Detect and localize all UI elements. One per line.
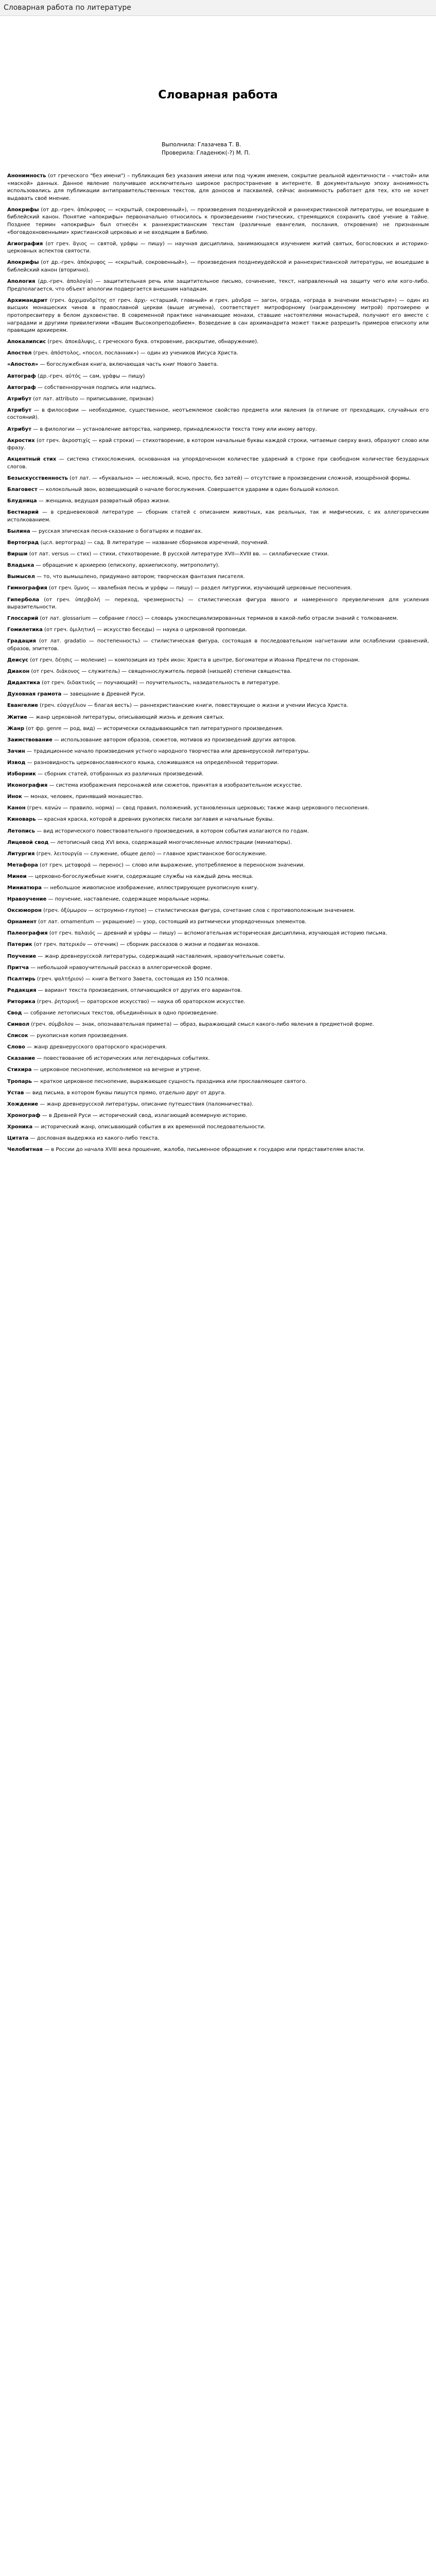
glossary-entry	[7, 1021, 429, 1029]
entry-term: Хождение	[7, 1101, 39, 1107]
entry-term: Цитата	[7, 1136, 29, 1142]
glossary-entry	[7, 680, 429, 687]
entry-term: Житие	[7, 714, 27, 720]
entry-term: Апокалипсис	[7, 339, 46, 345]
glossary-entry	[7, 278, 429, 293]
entry-definition: (др.-греч. αὐτός — сам, γράφω — пишу)	[36, 373, 145, 379]
glossary-list	[7, 173, 429, 1154]
glossary-entry	[7, 668, 429, 676]
entry-term: Миниатюра	[7, 885, 42, 891]
glossary-entry	[7, 737, 429, 744]
glossary-entry	[7, 551, 429, 558]
entry-definition: (от греч. ὁμιλητική — искусство беседы) — наука о церковной проповеди.	[42, 627, 247, 633]
entry-definition: (от греческого "без имени") – публикация без указания имени или под чужим именем, сокрытие реальной идентичности – «чистой» или «маской» данных. Данное явление получившее исключительно широкое распространение в интернете. В документальную эпоху анонимность использовались для публикации антиправительственных текстов, для доносов и пасквилей, сейчас анонимность работает для тех, кто не хочет выдавать своё мнение.	[7, 173, 429, 201]
entry-term: Автограф	[7, 384, 36, 391]
entry-definition: (от лат. ornamentum — украшение) — узор, состоящий из ритмически упорядоченных элементов.	[36, 919, 307, 925]
glossary-entry	[7, 828, 429, 836]
glossary-entry	[7, 771, 429, 778]
entry-definition: (от греч. ἀκροστιχίς — край строки) — стихотворение, в котором начальные буквы каждой строки, читаемые сверху вниз, образуют слово или фразу.	[7, 437, 429, 451]
entry-term: Слово	[7, 1044, 25, 1050]
entry-definition: — система изображения персонажей или сюжетов, принятая в изобразительном искусстве.	[47, 783, 303, 789]
glossary-entry	[7, 714, 429, 722]
glossary-entry	[7, 626, 429, 634]
entry-term: Глоссарий	[7, 616, 39, 622]
glossary-entry	[7, 373, 429, 381]
entry-definition: — колокольный звон, возвещающий о начале богослужения. Совершается ударами в один большой колокол.	[37, 487, 340, 493]
entry-term: Атрибут	[7, 407, 31, 413]
entry-definition: — русская эпическая песня-сказание о богатырях и подвигах.	[30, 528, 203, 534]
entry-definition: (от греч. παλαιός — древний и γράφω — пишу) — вспомогательная историческая дисциплина, изучающая историю письма.	[47, 930, 388, 937]
performer-line: Выполнила: Глазачева Т. В.	[162, 142, 241, 148]
entry-definition: (греч. κανών — правило, норма) — свод правил, положений, установленных церковью; также жанр церковного песнопения.	[25, 805, 369, 811]
glossary-entry	[7, 1124, 429, 1131]
entry-term: Патерик	[7, 942, 32, 948]
window-title: Словарная работа по литературе	[0, 0, 436, 16]
entry-term: Киноварь	[7, 817, 36, 823]
glossary-entry	[7, 759, 429, 767]
glossary-entry	[7, 585, 429, 592]
entry-term: Блудница	[7, 498, 37, 504]
entry-term: Оксюморон	[7, 908, 42, 914]
entry-definition: (греч. εὐαγγέλιον — благая весть) — раннехристианские книги, повествующие о жизни и учении Иисуса Христа.	[38, 703, 348, 709]
glossary-entry	[7, 297, 429, 335]
entry-definition: (от др.-греч. ἀπόκρυφος — «скрытый, сокровенный»), — произведения позднеиудейской и раннехристианской литературы, не вошедшие в библейский канон. Понятие «апокрифы» первоначально относилось к произведениям гностических, стремящихся сохранить своё учение в тайне. Позднее термин «апокрифы» был отнесён к раннехристианским текстам (различные евангелия, послания, откровения) не признанным «боговдохновенными» христианской церковью и не входящим в Библию.	[7, 207, 429, 235]
entry-definition: — жанр древнерусского ораторского красноречия.	[25, 1044, 167, 1050]
entry-definition: — повествование об исторических или легендарных событиях.	[35, 1056, 210, 1062]
entry-term: Хроника	[7, 1124, 33, 1130]
entry-term: Анонимность	[7, 173, 46, 179]
entry-term: Литургия	[7, 851, 35, 857]
entry-definition: — церковное песнопение, исполняемое на вечерне и утрене.	[31, 1067, 202, 1073]
entry-definition: (от греч. μεταφορά — перенос) — слово или выражение, употребляемое в переносном значении.	[38, 862, 305, 868]
glossary-entry	[7, 1101, 429, 1109]
glossary-entry	[7, 426, 429, 434]
entry-term: Апология	[7, 279, 36, 285]
glossary-entry	[7, 615, 429, 623]
glossary-entry	[7, 528, 429, 536]
entry-definition: (от греч. δέησις — моление) — композиция из трёх икон: Христа в центре, Богоматери и Иоанна Предтечи по сторонам.	[28, 657, 360, 664]
entry-definition: — вариант текста произведения, отличающийся от других его вариантов.	[36, 987, 242, 993]
entry-definition: — рукописная копия произведения.	[28, 1033, 128, 1039]
entry-definition: (цсл. вертоград) — сад. В литературе — название сборников изречений, поучений.	[39, 540, 269, 546]
glossary-entry	[7, 657, 429, 665]
glossary-entry	[7, 998, 429, 1006]
entry-definition: (греч. ῥητορική — ораторское искусство) — наука об ораторском искусстве.	[35, 998, 246, 1005]
glossary-entry	[7, 953, 429, 961]
glossary-entry	[7, 407, 429, 422]
entry-definition: — небольшой нравоучительный рассказ в аллегорической форме.	[28, 964, 213, 971]
entry-term: Деисус	[7, 657, 29, 664]
entry-definition: — то, что вымышлено, придумано автором; творческая фантазия писателя.	[34, 574, 245, 580]
entry-term: Безыскусственность	[7, 476, 68, 481]
entry-definition: — дословная выдержка из какого-либо текста.	[28, 1136, 160, 1142]
entry-term: Риторика	[7, 998, 36, 1005]
entry-term: Минеи	[7, 873, 27, 879]
entry-term: Вирши	[7, 551, 28, 557]
entry-definition: — красная краска, которой в древних рукописях писали заглавия и начальные буквы.	[36, 817, 274, 823]
entry-definition: (греч. ἀποκάλυψις, с греческого букв. откровение, раскрытие, обнаружение).	[46, 339, 259, 345]
entry-term: Свод	[7, 1010, 22, 1016]
entry-definition: — использование автором образов, сюжетов, мотивов из произведений других авторов.	[52, 737, 297, 743]
glossary-entry	[7, 509, 429, 524]
glossary-entry	[7, 1010, 429, 1018]
entry-definition: (от лат. attributo — приписывание, признак)	[31, 396, 154, 402]
entry-term: Жанр	[7, 725, 25, 732]
entry-definition: — исторический жанр, описывающий события в их временной последовательности.	[32, 1124, 266, 1130]
entry-term: Заимствование	[7, 737, 53, 743]
glossary-entry	[7, 862, 429, 870]
entry-term: Вымысел	[7, 574, 35, 580]
glossary-entry	[7, 350, 429, 358]
glossary-entry	[7, 748, 429, 756]
glossary-entry	[7, 241, 429, 256]
entry-term: Псалтирь	[7, 976, 36, 982]
entry-term: Хронограф	[7, 1112, 41, 1118]
entry-definition: (от греч. πατερικόν — отечник) — сборник рассказов о жизни и подвигах монахов.	[32, 942, 260, 948]
entry-definition: — разновидность церковнославянского языка, сложившаяся на определённой территории.	[25, 759, 279, 766]
entry-term: Акцентный стих	[7, 456, 57, 463]
entry-definition: — в филологии — установление авторства, например, принадлежности текста тому или иному автору.	[31, 426, 317, 432]
glossary-entry	[7, 907, 429, 915]
entry-definition: — в Древней Руси — исторический свод, излагающий всемирную историю.	[40, 1112, 248, 1118]
glossary-entry	[7, 987, 429, 995]
entry-definition: (от фр. genre — род, вид) — исторически складывающийся тип литературного произведения.	[24, 725, 284, 732]
entry-definition: (от греч. διδακτικός — поучающий) — поучительность, назидательность в литературе.	[40, 680, 280, 686]
entry-term: Список	[7, 1033, 28, 1039]
glossary-entry	[7, 384, 429, 392]
entry-definition: — собственноручная подпись или надпись.	[36, 384, 156, 391]
entry-term: Бестиарий	[7, 510, 39, 516]
entry-definition: — традиционное начало произведения устного народного творчества или древнерусской литературы.	[25, 748, 310, 754]
entry-definition: — в России до начала XVIII века прошение, жалоба, письменное обращение к государю или представителям власти.	[42, 1147, 365, 1153]
glossary-entry	[7, 839, 429, 847]
entry-term: Духовная грамота	[7, 691, 62, 698]
glossary-entry	[7, 475, 429, 483]
page-title: Словарная работа	[158, 89, 278, 101]
entry-term: «Апостол»	[7, 362, 39, 368]
entry-definition: — женщина, ведущая развратный образ жизни.	[37, 498, 170, 504]
glossary-entry	[7, 930, 429, 938]
entry-term: Градация	[7, 638, 36, 645]
entry-definition: (греч. σύμβολον — знак, опознавательная примета) — образ, выражающий смысл какого-либо явления в предметной форме.	[29, 1022, 374, 1028]
glossary-entry	[7, 1055, 429, 1063]
entry-definition: (греч. ὀξύμωρον — остроумно-глупое) — стилистическая фигура, сочетание слов с противоположным значением.	[41, 908, 355, 914]
entry-definition: — церковно-богослужебные книги, содержащие службы на каждый день месяца.	[26, 873, 254, 879]
entry-term: Гимнография	[7, 585, 47, 591]
entry-term: Зачин	[7, 748, 25, 754]
author-block	[7, 141, 429, 157]
glossary-entry	[7, 338, 429, 346]
entry-definition: — обращение к архиерею (епископу, архиепископу, митрополиту).	[34, 563, 220, 569]
entry-term: Лицевой свод	[7, 839, 49, 845]
entry-definition: — вид письма, в котором буквы пишутся прямо, отдельно друг от друга.	[24, 1090, 226, 1096]
glossary-entry	[7, 259, 429, 274]
entry-definition: — в средневековой литературе — сборник статей с описанием животных, как реальных, так и мифических, с их аллегорическим истолкованием.	[7, 510, 429, 523]
entry-definition: — вид исторического повествовательного произведения, в котором события излагаются по годам.	[34, 828, 309, 834]
glossary-entry	[7, 539, 429, 547]
entry-term: Евангелие	[7, 703, 38, 709]
entry-term: Автограф	[7, 373, 36, 379]
entry-term: Притча	[7, 964, 29, 971]
glossary-entry	[7, 361, 429, 369]
glossary-entry	[7, 851, 429, 858]
glossary-entry	[7, 498, 429, 505]
entry-term: Атрибут	[7, 396, 31, 402]
entry-term: Канон	[7, 805, 26, 811]
entry-term: Инок	[7, 794, 22, 800]
entry-definition: (греч. ψαλτήριον) — книга Ветхого Завета, состоящая из 150 псалмов.	[35, 976, 230, 982]
entry-definition: (греч. ἀρχιμανδρίτης от греч. ἀρχι- «старший, главный» и греч. μάνδρα — загон, ограда, «ограда в значении монастыря») — один из высших монашеских чинов в православной церкви (выше игумена), соответствует митрофорному (награжденному митрой) протоиерею и протопресвитеру в белом духовенстве. В современной практике начинающие монахи, ставшие настоятелями монастырей, получают его вместе с наградами и другими привилегиями «Вашим Высокопреподобием». Возведение в сан архимандрита может также разрешить примеров епископу или правящим архиереям.	[7, 297, 429, 334]
glossary-entry	[7, 885, 429, 892]
glossary-entry	[7, 941, 429, 949]
entry-term: Апостол	[7, 350, 32, 357]
glossary-entry	[7, 1090, 429, 1097]
glossary-entry	[7, 396, 429, 403]
glossary-entry	[7, 816, 429, 824]
entry-definition: — краткое церковное песнопение, выражающее сущность праздника или прославляющее святого.	[32, 1078, 307, 1084]
glossary-entry	[7, 1135, 429, 1143]
glossary-entry	[7, 456, 429, 471]
entry-definition: (от лат. glossarium — собрание глосс) — словарь узкоспециализированных терминов в какой-либо отрасли знаний с толкованием.	[38, 616, 398, 622]
entry-definition: — жанр церковной литературы, описывающий жизнь и деяния святых.	[27, 714, 225, 720]
entry-term: Апокрифы	[7, 207, 39, 213]
entry-term: Вертоград	[7, 540, 39, 546]
entry-term: Челобитная	[7, 1147, 43, 1153]
entry-definition: (от греч. ἅγιος — святой, γράφω — пишу) — научная дисциплина, занимающаяся изучением житий святых, богословских и историко-церковных аспектов святости.	[7, 241, 429, 255]
entry-definition: — богослужебная книга, включающая часть книг Нового Завета.	[38, 362, 218, 368]
entry-definition: (от лат. — «буквально» — несложный, ясно, просто, без затей) — отсутствие в произведении сложной, изощрённой формы.	[68, 476, 411, 481]
glossary-entry	[7, 976, 429, 984]
glossary-entry	[7, 1112, 429, 1120]
entry-definition: (др.-греч. ἀπολογία) — защитительная речь или защитительное письмо, сочинение, текст, направленный на защиту чего или кого-либо. Предполагается, что объект апологии подвергается внешним нападкам.	[7, 279, 429, 292]
entry-definition: — поучение, наставление, содержащее моральные нормы.	[46, 896, 210, 903]
entry-definition: (от др.-греч. ἀπόκρυφος — «скрытый, сокровенный»), — произведения позднеиудейской и раннехристианской литературы, не вошедшие в библейский канон (вторично).	[7, 260, 429, 274]
glossary-entry	[7, 638, 429, 653]
glossary-entry	[7, 1078, 429, 1086]
entry-term: Гипербола	[7, 597, 40, 603]
entry-term: Извод	[7, 759, 26, 766]
entry-term: Редакция	[7, 987, 37, 993]
glossary-entry	[7, 486, 429, 494]
glossary-entry	[7, 1146, 429, 1154]
entry-definition: — в философии — необходимое, существенное, неотъемлемое свойство предмета или явления (в отличие от преходящих, случайных его состояний).	[7, 407, 429, 421]
entry-term: Былина	[7, 528, 30, 534]
entry-term: Нравоучение	[7, 896, 47, 903]
entry-term: Устав	[7, 1090, 24, 1096]
entry-definition: (от греч. ὕμνος — хвалебная песнь и γράφω — пишу) — раздел литургики, изучающий церковные песнопения.	[47, 585, 352, 591]
entry-term: Архимандрит	[7, 297, 48, 303]
entry-definition: — небольшое живописное изображение, иллюстрирующее рукописную книгу.	[42, 885, 259, 891]
entry-term: Орнамент	[7, 919, 37, 925]
document-page	[0, 16, 436, 1154]
glossary-entry	[7, 1032, 429, 1040]
glossary-entry	[7, 805, 429, 812]
glossary-entry	[7, 173, 429, 202]
entry-definition: — собрание летописных текстов, объединённых в одно произведение.	[22, 1010, 218, 1016]
entry-definition: — монах, человек, принявший монашество.	[22, 794, 144, 800]
entry-definition: (от лат. gradatio — постепенность) — стилистическая фигура, состоящая в последовательном нагнетании или ослаблении сравнений, образов, эпитетов.	[7, 638, 429, 652]
entry-definition: (греч. λειτουργία — служение, общее дело) — главное христианское богослужение.	[34, 851, 267, 857]
entry-term: Стихира	[7, 1067, 32, 1073]
glossary-entry	[7, 793, 429, 801]
entry-definition: — жанр древнерусской литературы, содержащий наставления, нравоучительные советы.	[36, 953, 286, 959]
entry-term: Благовест	[7, 487, 38, 493]
glossary-entry	[7, 207, 429, 236]
entry-term: Владыка	[7, 563, 34, 569]
entry-definition: — система стихосложения, основанная на упорядоченном количестве ударений в строке при свободном количестве безударных слогов.	[7, 456, 429, 470]
entry-term: Дидактика	[7, 680, 40, 686]
entry-term: Метафора	[7, 862, 38, 868]
glossary-entry	[7, 919, 429, 926]
glossary-entry	[7, 873, 429, 881]
glossary-entry	[7, 702, 429, 710]
glossary-entry	[7, 597, 429, 612]
entry-definition: (от лат. versus — стих) — стихи, стихотворение. В русской литературе XVII—XVIII вв. — силлабические стихи.	[27, 551, 329, 557]
entry-term: Символ	[7, 1022, 30, 1028]
glossary-entry	[7, 782, 429, 790]
glossary-entry	[7, 562, 429, 570]
glossary-entry	[7, 1044, 429, 1052]
entry-term: Иконография	[7, 783, 48, 789]
entry-term: Тропарь	[7, 1078, 32, 1084]
entry-definition: — сборник статей, отобранных из различных произведений.	[36, 771, 204, 777]
entry-term: Апокрифы	[7, 260, 39, 266]
entry-term: Гомилетика	[7, 627, 43, 633]
entry-term: Атрибут	[7, 426, 31, 432]
entry-definition: — завещание в Древней Руси.	[61, 691, 145, 698]
entry-definition: — жанр древнерусской литературы, описание путешествия (паломничества).	[38, 1101, 254, 1107]
glossary-entry	[7, 573, 429, 581]
entry-term: Сказание	[7, 1056, 36, 1062]
glossary-entry	[7, 896, 429, 904]
glossary-entry	[7, 691, 429, 699]
entry-term: Акростих	[7, 437, 35, 444]
entry-definition: (от греч. ὑπερβολή — переход, чрезмерность) — стилистическая фигура явного и намеренного преувеличения для усиления выразительности.	[7, 597, 429, 611]
entry-definition: (от греч. διάκονος — служитель) — священнослужитель первой (низшей) степени священства.	[29, 669, 292, 675]
checker-line: Проверила: Гладенюк(-?) М. П.	[162, 150, 250, 156]
entry-term: Летопись	[7, 828, 35, 834]
glossary-entry	[7, 964, 429, 972]
entry-term: Поучение	[7, 953, 37, 959]
glossary-entry	[7, 725, 429, 733]
entry-term: Диакон	[7, 669, 30, 675]
glossary-entry	[7, 1066, 429, 1074]
entry-term: Изборник	[7, 771, 36, 777]
entry-definition: — летописный свод XVI века, содержащий многочисленные иллюстрации (миниатюры).	[48, 839, 292, 845]
entry-definition: (греч. ἀπόστολος, «посол, посланник») — один из учеников Иисуса Христа.	[31, 350, 238, 357]
entry-term: Агиография	[7, 241, 43, 247]
glossary-entry	[7, 437, 429, 452]
entry-term: Палеография	[7, 930, 48, 937]
